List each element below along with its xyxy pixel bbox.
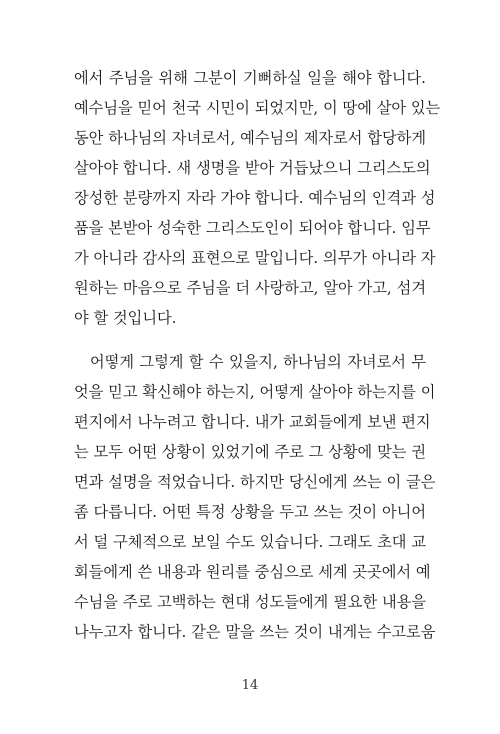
text-line: 가 아니라 감사의 표현으로 말입니다. 의무가 아니라 자 (74, 249, 436, 267)
text-line: 서 덜 구체적으로 보일 수도 있습니다. 그래도 초대 교 (74, 533, 426, 551)
paragraph-1 (74, 63, 441, 333)
text-line: 품을 본받아 성숙한 그리스도인이 되어야 합니다. 임무 (74, 219, 431, 237)
text-line: 엇을 믿고 확신해야 하는지, 어떻게 살아야 하는지를 이 (74, 383, 436, 401)
text-line: 어떻게 그렇게 할 수 있을지, 하나님의 자녀로서 무 (90, 353, 426, 371)
paragraph-gap (74, 333, 426, 347)
paragraph-2 (74, 347, 436, 647)
text-line: 편지에서 나누려고 합니다. 내가 교회들에게 보낸 편지 (74, 413, 431, 431)
text-line: 동안 하나님의 자녀로서, 예수님의 제자로서 합당하게 (74, 129, 426, 147)
text-line: 살아야 합니다. 새 생명을 받아 거듭났으니 그리스도의 (74, 159, 431, 177)
text-line: 나누고자 합니다. 같은 말을 쓰는 것이 내게는 수고로움 (74, 623, 436, 641)
document-page (74, 63, 441, 647)
text-line: 수님을 주로 고백하는 현대 성도들에게 필요한 내용을 (74, 593, 426, 611)
text-line: 에서 주님을 위해 그분이 기뻐하실 일을 해야 합니다. (74, 69, 426, 87)
page-number: 14 (241, 678, 259, 693)
text-line: 야 할 것입니다. (74, 309, 177, 327)
text-line: 장성한 분량까지 자라 가야 합니다. 예수님의 인격과 성 (74, 189, 436, 207)
text-line: 면과 설명을 적었습니다. 하지만 당신에게 쓰는 이 글은 (74, 473, 436, 491)
text-line: 좀 다릅니다. 어떤 특정 상황을 두고 쓰는 것이 아니어 (74, 503, 426, 521)
text-line: 예수님을 믿어 천국 시민이 되었지만, 이 땅에 살아 있는 (74, 99, 441, 117)
text-line: 회들에게 쓴 내용과 원리를 중심으로 세계 곳곳에서 예 (74, 563, 431, 581)
text-line: 는 모두 어떤 상황이 있었기에 주로 그 상황에 맞는 권 (74, 443, 426, 461)
text-line: 원하는 마음으로 주님을 더 사랑하고, 알아 가고, 섬겨 (74, 279, 426, 297)
